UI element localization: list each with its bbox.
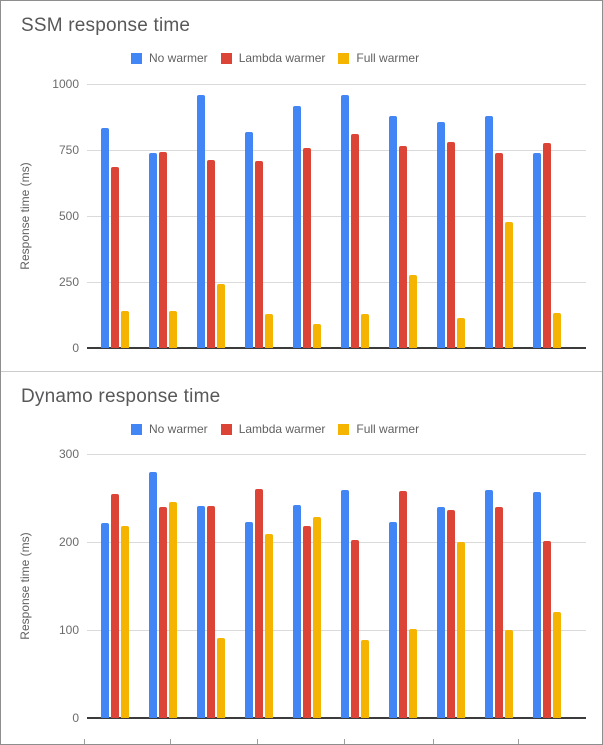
bar-full-warmer[interactable] xyxy=(553,313,561,348)
y-axis-tick-label: 100 xyxy=(58,623,79,637)
legend xyxy=(131,51,419,65)
bar-lambda-warmer[interactable] xyxy=(351,134,359,348)
bar-lambda-warmer[interactable] xyxy=(111,167,119,348)
bar-lambda-warmer[interactable] xyxy=(495,153,503,348)
plot-area xyxy=(87,454,586,718)
legend-item-no-warmer[interactable] xyxy=(131,422,208,436)
bar-group xyxy=(245,132,273,348)
x-axis-tick xyxy=(84,739,85,744)
bar-lambda-warmer[interactable] xyxy=(207,160,215,348)
x-axis-tick xyxy=(518,739,519,744)
legend-swatch-icon xyxy=(221,53,232,64)
bar-no-warmer[interactable] xyxy=(197,95,205,348)
bar-lambda-warmer[interactable] xyxy=(255,489,263,718)
legend-swatch-icon xyxy=(338,53,349,64)
bar-group xyxy=(197,506,225,718)
bar-group xyxy=(533,143,561,348)
legend-label: Lambda warmer xyxy=(238,422,326,436)
bar-no-warmer[interactable] xyxy=(245,522,253,718)
bar-no-warmer[interactable] xyxy=(245,132,253,348)
bar-full-warmer[interactable] xyxy=(361,640,369,718)
bar-full-warmer[interactable] xyxy=(169,311,177,348)
legend-item-lambda-warmer[interactable] xyxy=(221,51,326,65)
bar-lambda-warmer[interactable] xyxy=(495,507,503,718)
bar-full-warmer[interactable] xyxy=(457,542,465,718)
y-axis-tick-label: 500 xyxy=(58,209,79,223)
x-axis-tick xyxy=(257,739,258,744)
bar-lambda-warmer[interactable] xyxy=(255,161,263,348)
bar-full-warmer[interactable] xyxy=(409,275,417,348)
y-axis-tick-label: 300 xyxy=(58,447,79,461)
bar-group xyxy=(437,507,465,718)
bar-no-warmer[interactable] xyxy=(485,116,493,348)
bar-no-warmer[interactable] xyxy=(149,472,157,718)
y-axis xyxy=(1,77,79,355)
bar-group xyxy=(437,122,465,348)
bar-full-warmer[interactable] xyxy=(121,526,129,718)
bar-group xyxy=(101,494,129,718)
bar-full-warmer[interactable] xyxy=(505,222,513,348)
bar-lambda-warmer[interactable] xyxy=(399,146,407,348)
bar-lambda-warmer[interactable] xyxy=(303,526,311,718)
chart-title: SSM response time xyxy=(21,15,191,36)
y-axis-tick-label: 1000 xyxy=(52,77,79,91)
legend-label: Full warmer xyxy=(356,51,420,65)
bar-full-warmer[interactable] xyxy=(505,630,513,718)
ssm-chart-card xyxy=(1,1,602,372)
bar-no-warmer[interactable] xyxy=(293,106,301,348)
bar-no-warmer[interactable] xyxy=(101,523,109,718)
y-axis-tick-label: 200 xyxy=(58,535,79,549)
chart-title: Dynamo response time xyxy=(21,386,221,407)
legend-label: Lambda warmer xyxy=(238,51,326,65)
gridline xyxy=(87,454,586,455)
bar-group xyxy=(293,106,321,348)
bar-no-warmer[interactable] xyxy=(341,95,349,348)
bar-full-warmer[interactable] xyxy=(313,517,321,718)
bar-lambda-warmer[interactable] xyxy=(447,510,455,718)
bar-no-warmer[interactable] xyxy=(437,122,445,348)
legend-item-lambda-warmer[interactable] xyxy=(221,422,326,436)
legend-item-full-warmer[interactable] xyxy=(338,51,419,65)
bar-full-warmer[interactable] xyxy=(217,284,225,348)
bar-no-warmer[interactable] xyxy=(293,505,301,718)
legend-swatch-icon xyxy=(221,424,232,435)
bar-group xyxy=(101,128,129,348)
bar-lambda-warmer[interactable] xyxy=(207,506,215,718)
legend-item-full-warmer[interactable] xyxy=(338,422,419,436)
bar-lambda-warmer[interactable] xyxy=(159,152,167,348)
legend-swatch-icon xyxy=(131,424,142,435)
bar-full-warmer[interactable] xyxy=(169,502,177,718)
y-axis-title: Response time (ms) xyxy=(18,162,32,270)
bar-no-warmer[interactable] xyxy=(533,492,541,718)
bar-group xyxy=(389,491,417,718)
bar-full-warmer[interactable] xyxy=(121,311,129,348)
x-axis-tick xyxy=(170,739,171,744)
bar-group xyxy=(293,505,321,718)
legend-swatch-icon xyxy=(131,53,142,64)
legend-label: No warmer xyxy=(149,422,208,436)
legend-item-no-warmer[interactable] xyxy=(131,51,208,65)
y-axis-tick-label: 0 xyxy=(72,341,79,355)
bar-no-warmer[interactable] xyxy=(389,522,397,718)
bar-lambda-warmer[interactable] xyxy=(543,143,551,348)
bar-full-warmer[interactable] xyxy=(265,314,273,348)
bar-lambda-warmer[interactable] xyxy=(159,507,167,718)
bar-group xyxy=(245,489,273,718)
bar-lambda-warmer[interactable] xyxy=(303,148,311,348)
plot-area xyxy=(87,84,586,348)
bar-no-warmer[interactable] xyxy=(197,506,205,718)
gridline xyxy=(87,84,586,85)
bar-group xyxy=(197,95,225,348)
bar-no-warmer[interactable] xyxy=(149,153,157,348)
bar-lambda-warmer[interactable] xyxy=(399,491,407,718)
legend-label: Full warmer xyxy=(356,422,420,436)
x-axis-tick xyxy=(344,739,345,744)
bar-group xyxy=(389,116,417,348)
bar-no-warmer[interactable] xyxy=(341,490,349,718)
bar-full-warmer[interactable] xyxy=(553,612,561,718)
bar-group xyxy=(149,472,177,718)
bar-full-warmer[interactable] xyxy=(409,629,417,718)
y-axis xyxy=(1,447,79,725)
bar-group xyxy=(485,116,513,348)
bar-full-warmer[interactable] xyxy=(457,318,465,348)
x-axis-tick xyxy=(433,739,434,744)
y-axis-tick-label: 750 xyxy=(58,143,79,157)
bar-full-warmer[interactable] xyxy=(313,324,321,348)
bar-lambda-warmer[interactable] xyxy=(447,142,455,348)
bar-group xyxy=(533,492,561,718)
bar-no-warmer[interactable] xyxy=(533,153,541,348)
bar-group xyxy=(485,490,513,718)
y-axis-tick-label: 250 xyxy=(58,275,79,289)
bar-lambda-warmer[interactable] xyxy=(111,494,119,718)
y-axis-tick-label: 0 xyxy=(72,711,79,725)
bar-full-warmer[interactable] xyxy=(217,638,225,718)
bar-no-warmer[interactable] xyxy=(437,507,445,718)
legend xyxy=(131,422,419,436)
bar-no-warmer[interactable] xyxy=(485,490,493,718)
bar-group xyxy=(149,152,177,348)
y-axis-title: Response time (ms) xyxy=(18,532,32,640)
dynamo-chart-card xyxy=(1,372,602,744)
bar-full-warmer[interactable] xyxy=(361,314,369,348)
bar-full-warmer[interactable] xyxy=(265,534,273,718)
bar-lambda-warmer[interactable] xyxy=(543,541,551,718)
bar-group xyxy=(341,490,369,718)
bar-group xyxy=(341,95,369,348)
bar-no-warmer[interactable] xyxy=(101,128,109,348)
legend-label: No warmer xyxy=(149,51,208,65)
bar-lambda-warmer[interactable] xyxy=(351,540,359,718)
bar-no-warmer[interactable] xyxy=(389,116,397,348)
legend-swatch-icon xyxy=(338,424,349,435)
